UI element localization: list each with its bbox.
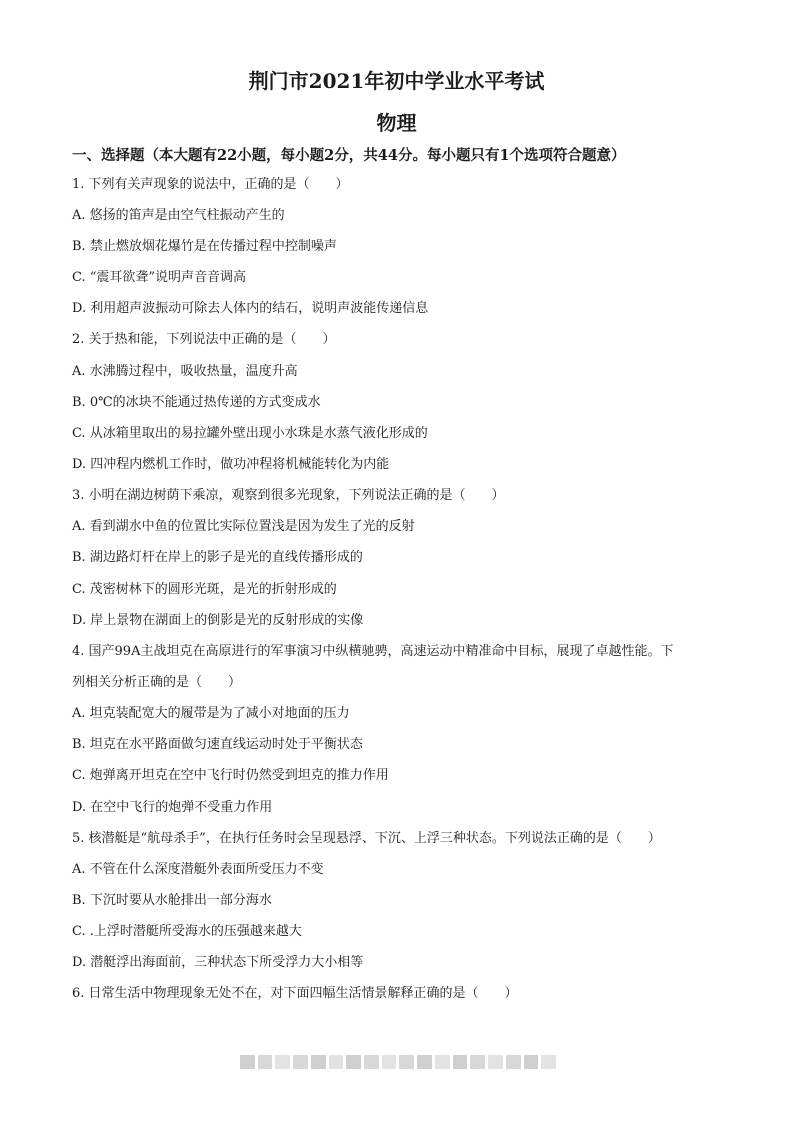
option-2a: A. 水沸腾过程中，吸收热量，温度升高 — [72, 364, 298, 379]
option-1d: D. 利用超声波振动可除去人体内的结石，说明声波能传递信息 — [72, 301, 429, 316]
option-1b: B. 禁止燃放烟花爆竹是在传播过程中控制噪声 — [72, 239, 337, 254]
option-4d: D. 在空中飞行的炮弹不受重力作用 — [72, 800, 273, 815]
blurred-footer-watermark — [240, 1055, 556, 1069]
subject-title: 物理 — [376, 111, 417, 135]
question-3: 3. 小明在湖边树荫下乘凉，观察到很多光现象，下列说法正确的是（ ） — [72, 488, 505, 503]
option-5c: C. .上浮时潜艇所受海水的压强越来越大 — [72, 924, 302, 939]
option-5b: B. 下沉时要从水舱排出一部分海水 — [72, 893, 272, 908]
option-3b: B. 湖边路灯杆在岸上的影子是光的直线传播形成的 — [72, 550, 363, 565]
option-3a: A. 看到湖水中鱼的位置比实际位置浅是因为发生了光的反射 — [72, 519, 415, 534]
option-4a: A. 坦克装配宽大的履带是为了减小对地面的压力 — [72, 706, 350, 721]
option-2b: B. 0℃的冰块不能通过热传递的方式变成水 — [72, 395, 321, 410]
option-5a: A. 不管在什么深度潜艇外表面所受压力不变 — [72, 862, 324, 877]
question-6: 6. 日常生活中物理现象无处不在，对下面四幅生活情景解释正确的是（ ） — [72, 986, 518, 1001]
option-1a: A. 悠扬的笛声是由空气柱振动产生的 — [72, 208, 285, 223]
question-5: 5. 核潜艇是“航母杀手”，在执行任务时会呈现悬浮、下沉、上浮三种状态。下列说法正确的是（ ） — [72, 831, 661, 846]
option-4c: C. 炮弹离开坦克在空中飞行时仍然受到坦克的推力作用 — [72, 768, 389, 783]
option-4b: B. 坦克在水平路面做匀速直线运动时处于平衡状态 — [72, 737, 363, 752]
option-5d: D. 潜艇浮出海面前，三种状态下所受浮力大小相等 — [72, 955, 364, 970]
option-3d: D. 岸上景物在湖面上的倒影是光的反射形成的实像 — [72, 613, 364, 628]
question-2: 2. 关于热和能，下列说法中正确的是（ ） — [72, 332, 336, 347]
option-3c: C. 茂密树林下的圆形光斑，是光的折射形成的 — [72, 582, 337, 597]
option-2d: D. 四冲程内燃机工作时，做功冲程将机械能转化为内能 — [72, 457, 390, 472]
option-1c: C. “震耳欲聋”说明声音音调高 — [72, 270, 247, 285]
page-title: 荆门市2021年初中学业水平考试 — [248, 69, 545, 93]
question-4: 4. 国产99A主战坦克在高原进行的军事演习中纵横驰骋，高速运动中精准命中目标，展现了卓越性能。下 — [72, 644, 674, 659]
section-heading: 一、选择题（本大题有22小题，每小题2分，共44分。每小题只有1个选项符合题意） — [72, 147, 626, 164]
question-4-cont: 列相关分析正确的是（ ） — [72, 675, 242, 690]
question-1: 1. 下列有关声现象的说法中，正确的是（ ） — [72, 177, 349, 192]
option-2c: C. 从冰箱里取出的易拉罐外壁出现小水珠是水蒸气液化形成的 — [72, 426, 428, 441]
